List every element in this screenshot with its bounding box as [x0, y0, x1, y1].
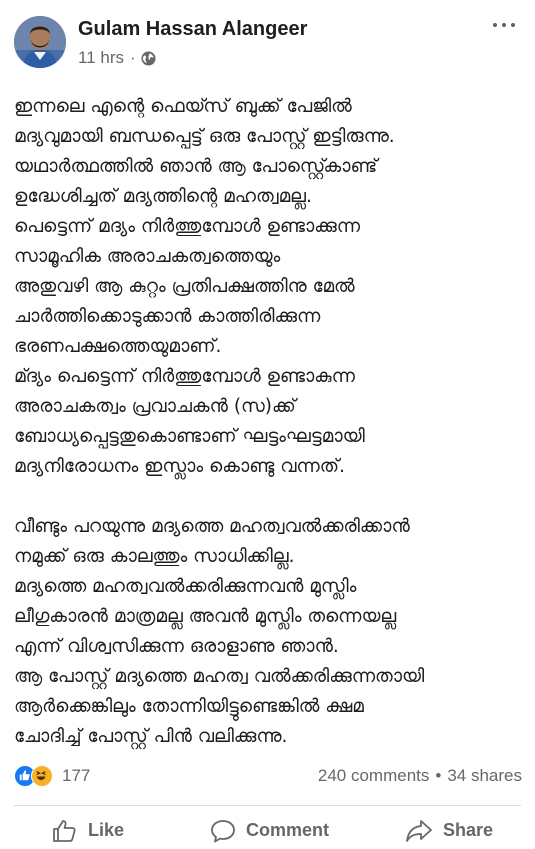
reactions-summary[interactable] [14, 762, 90, 790]
like-label: Like [88, 820, 125, 840]
like-icon [52, 819, 78, 843]
engagement-stats [318, 762, 522, 790]
comment-label: Comment [246, 820, 330, 840]
comment-icon [210, 819, 236, 843]
stats-separator: • [435, 766, 442, 785]
reaction-count: 177 [62, 766, 91, 785]
share-button[interactable] [405, 812, 493, 849]
post-actions-bar [0, 812, 535, 849]
author-avatar[interactable] [14, 16, 66, 68]
haha-reaction-icon [31, 765, 53, 787]
post-paragraph: വീണ്ടും പറയുന്നു മദ്യത്തെ മഹത്വവൽക്കരിക്കാൻ നമുക്ക് ഒരു കാലത്തും സാധിക്കില്ല. മദ്യത്തെ മഹത്വവൽക്കരിക്കുന്നവൻ മുസ്ലിം ലീഗുകാരൻ മാത്രമല്ല അവൻ മുസ്ലിം തന്നെയല്ല എന്ന് വിശ്വസിക്കുന്ന ഒരാളാണു ഞാൻ. ആ പോസ്റ്റ് മദ്യത്തെ മഹത്വ വൽക്കരിക്കുന്നതായി ആർക്കെങ്കിലും തോന്നിയിട്ടുണ്ടെങ്കിൽ ക്ഷമ ചോദിച്ച് പോസ്റ്റ് പിൻ വലിക്കുന്നു. [14, 516, 425, 747]
like-button[interactable] [52, 812, 124, 849]
share-label: Share [443, 820, 494, 840]
shares-count[interactable]: 34 shares [447, 766, 522, 785]
post-paragraph: ഇന്നലെ എന്റെ ഫെയ്സ് ബുക്ക് പേജിൽ മദ്യവുമായി ബന്ധപ്പെട്ട് ഒരു പോസ്റ്റ് ഇട്ടിരുന്നു. യഥാർത്ഥത്തിൽ ഞാൻ ആ പോസ്റ്റ്കൊണ്ട് ഉദ്ധേശിച്ചത് മദ്യത്തിന്റെ മഹത്വമല്ല. പെട്ടെന്ന് മദ്യം നിർത്തുമ്പോൾ ഉണ്ടാക്കുന്ന സാമൂഹിക അരാചകത്വത്തെയും അതുവഴി ആ കുറ്റം പ്രതിപക്ഷത്തിനു മേൽ ചാർത്തിക്കൊടുക്കാൻ കാത്തിരിക്കുന്ന ഭരണപക്ഷത്തെയുമാണ്. മ്ദ്യം പെട്ടെന്ന് നിർത്തുമ്പോൾ ഉണ്ടാകുന്ന അരാചകത്വം പ്രവാചകൻ (സ)ക്ക് ബോധ്യപ്പെട്ടതുകൊണ്ടാണ് ഘട്ടംഘട്ടമായി മദ്യനിരോധനം ഇസ്ലാം കൊണ്ടു വന്നത്. [14, 96, 395, 477]
post-author-name[interactable]: Gulam Hassan Alangeer [78, 18, 308, 40]
post-meta [78, 48, 156, 68]
reaction-icons [14, 764, 56, 788]
globe-icon [141, 51, 156, 66]
actions-divider [14, 805, 521, 806]
comments-count[interactable]: 240 comments [317, 766, 430, 785]
meta-separator: · [130, 48, 136, 67]
post-body [14, 92, 529, 752]
post-time[interactable]: 11 hrs [78, 48, 124, 67]
post-header [0, 0, 535, 80]
more-options-icon[interactable] [493, 20, 515, 30]
comment-button[interactable] [210, 812, 329, 849]
share-icon [405, 819, 433, 843]
